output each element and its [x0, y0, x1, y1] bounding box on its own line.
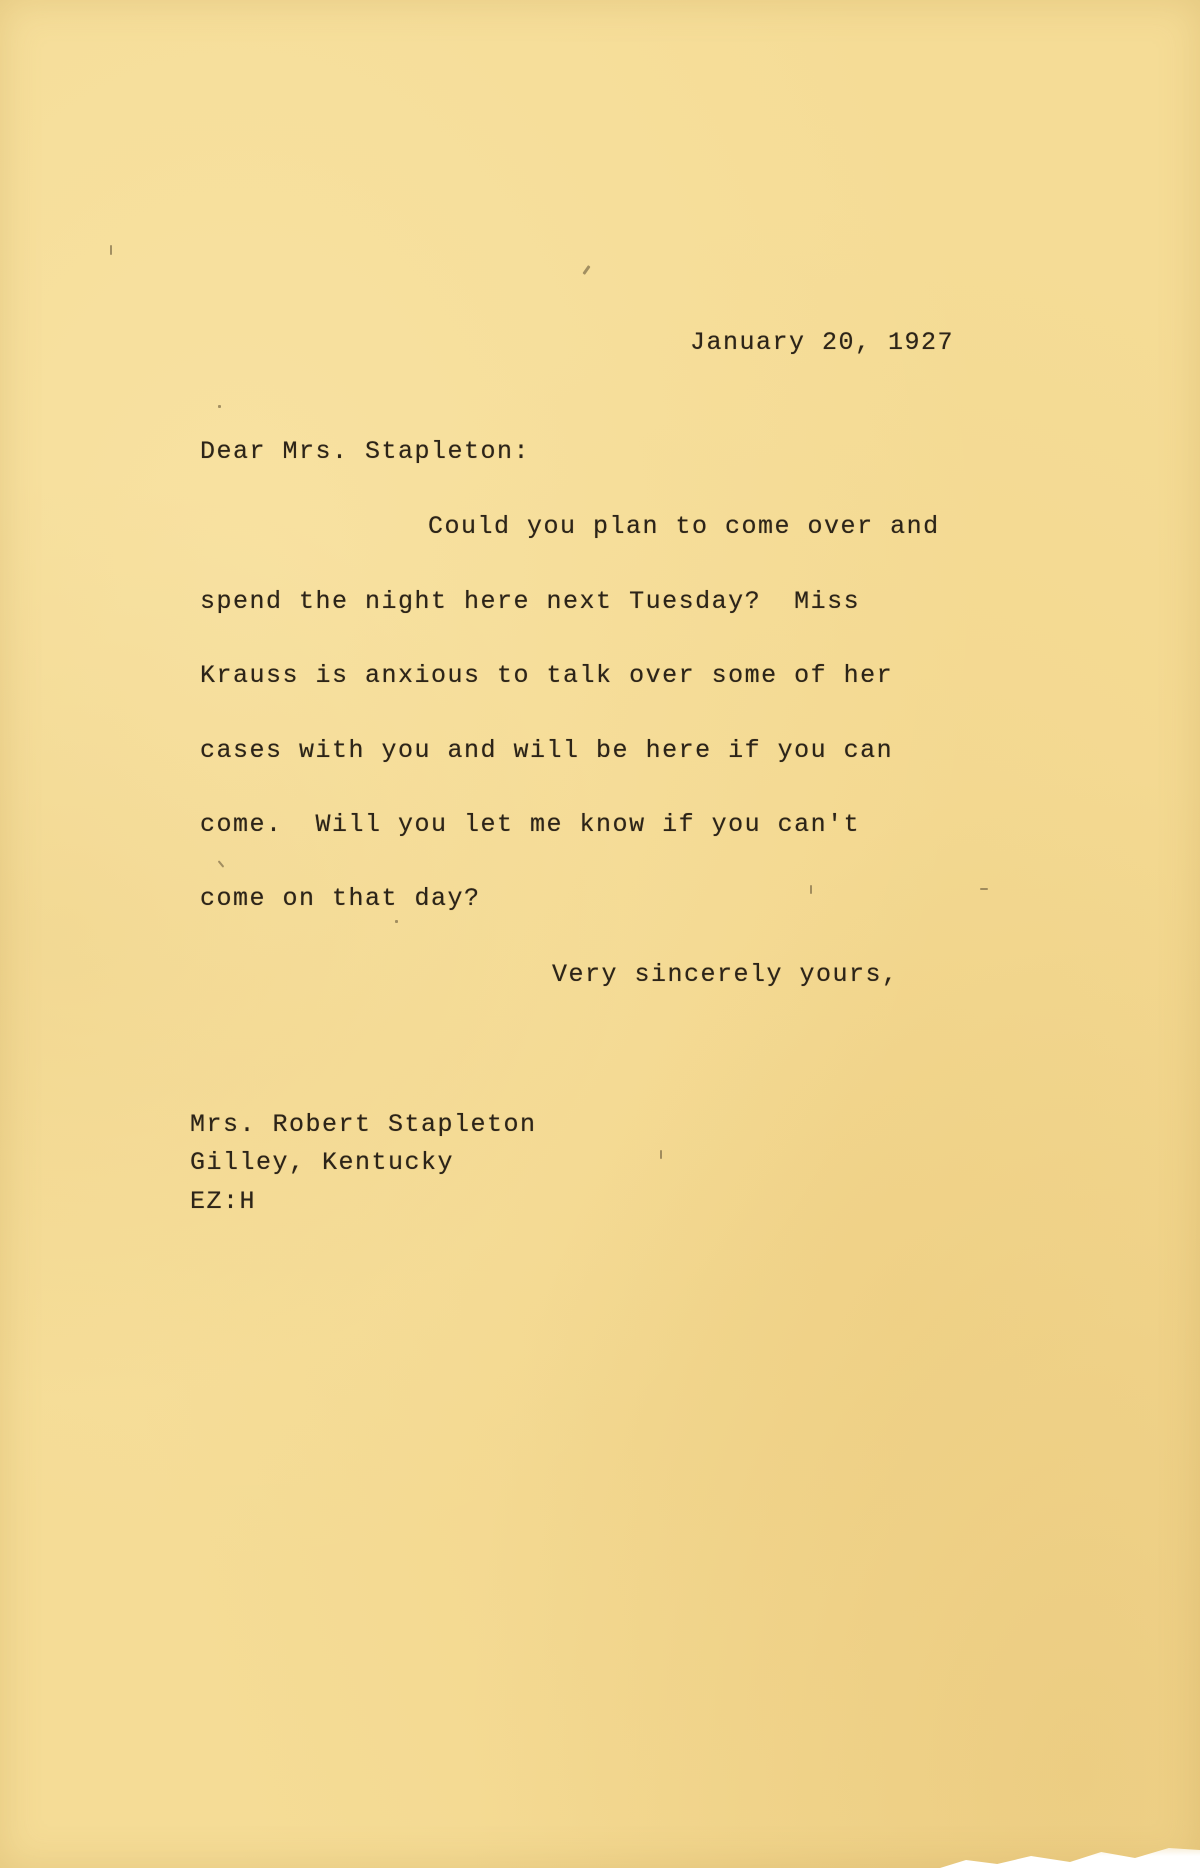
letter-salutation: Dear Mrs. Stapleton:: [200, 437, 531, 466]
letter-closing: Very sincerely yours,: [552, 960, 899, 989]
torn-paper-edge: [940, 1828, 1200, 1868]
paper-speck: [582, 265, 590, 275]
paper-speck: [660, 1150, 662, 1159]
recipient-name: Mrs. Robert Stapleton: [190, 1110, 537, 1139]
paper-speck: [980, 888, 988, 890]
body-line-2: spend the night here next Tuesday? Miss: [200, 587, 861, 616]
paper-speck: [218, 405, 221, 408]
body-line-5: come. Will you let me know if you can't: [200, 810, 861, 839]
paper-speck: [395, 920, 398, 923]
recipient-location: Gilley, Kentucky: [190, 1148, 455, 1177]
reference-initials: EZ:H: [190, 1187, 257, 1216]
body-line-6: come on that day?: [200, 884, 481, 913]
paper-speck: [218, 860, 225, 867]
letter-date: January 20, 1927: [690, 328, 955, 357]
body-line-1: Could you plan to come over and: [428, 512, 940, 541]
paper-speck: [110, 245, 112, 255]
paper-speck: [810, 885, 812, 894]
body-line-3: Krauss is anxious to talk over some of her: [200, 661, 894, 690]
body-line-4: cases with you and will be here if you can: [200, 736, 894, 765]
